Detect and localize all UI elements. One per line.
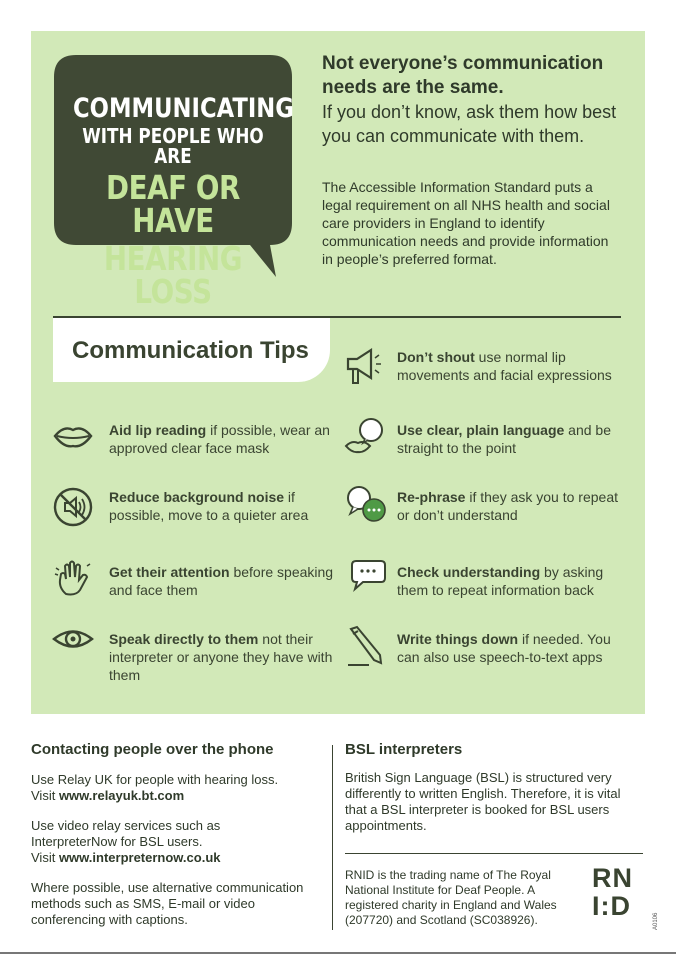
bsl-heading: BSL interpreters <box>345 741 463 758</box>
tip-rest: if possible, move to a quieter area <box>109 489 309 523</box>
document-code: A0106 <box>653 912 659 930</box>
tip-bold: Re-phrase <box>397 489 466 505</box>
tip-rest: not their interpreter or anyone they have with them <box>109 631 333 683</box>
tip-bold: Speak directly to them <box>109 631 259 647</box>
tip-rest: if they ask you to repeat or don’t understand <box>397 489 618 523</box>
tip-bold: Don’t shout <box>397 349 475 365</box>
bubble-line-3: DEAF OR HAVE <box>106 168 240 240</box>
rnid-logo <box>592 864 648 920</box>
megaphone-icon <box>343 345 385 387</box>
logo-top: RN <box>592 863 633 893</box>
speech-bubbles-icon <box>345 484 387 526</box>
tip-bold: Aid lip reading <box>109 422 207 438</box>
bubble-heading <box>73 93 294 311</box>
tip-bold: Get their attention <box>109 564 230 580</box>
chat-bubble-icon <box>345 556 387 598</box>
phone-relay <box>31 772 326 804</box>
phone-video-relay-text: Use video relay services such as InterpreterNow for BSL users. <box>31 818 221 849</box>
tip-rest: before speaking and face them <box>109 564 334 598</box>
tip-rest: by asking them to repeat information back <box>397 564 604 598</box>
phone-heading: Contacting people over the phone <box>31 741 274 758</box>
tip-attention <box>109 563 339 599</box>
tip-write-down <box>397 630 627 666</box>
tip-rest: and be straight to the point <box>397 422 612 456</box>
phone-relay-text: Use Relay UK for people with hearing loss. <box>31 772 279 787</box>
bubble-line-4: HEARING LOSS <box>103 239 243 311</box>
tip-rest: if needed. You can also use speech-to-text apps <box>397 631 611 665</box>
speech-lips-icon <box>343 416 385 458</box>
tip-rest: if possible, wear an approved clear face mask <box>109 422 330 456</box>
tip-dont-shout <box>397 348 627 384</box>
charity-info: RNID is the trading name of The Royal National Institute for Deaf People. A registered charity in England and Wales (207720) and Scotland (SC038926). <box>345 868 557 927</box>
phone-relay-visit: Visit <box>31 788 59 803</box>
column-divider <box>332 745 333 930</box>
waving-hand-icon <box>53 558 95 600</box>
interpreternow-link[interactable]: www.interpreternow.co.uk <box>58 850 221 865</box>
title-bubble <box>54 55 294 311</box>
tip-bold: Check understanding <box>397 564 541 580</box>
intro-lead-line-1: Not everyone’s communication <box>322 53 604 74</box>
tip-rephrase <box>397 488 627 524</box>
lips-icon <box>52 415 94 457</box>
tip-lip-reading <box>109 421 339 457</box>
bsl-body: British Sign Language (BSL) is structured very differently to written English. Therefore, it is vital that a BSL interpreter is booked for BSL users appointments. <box>345 770 621 833</box>
bottom-rule <box>0 952 676 954</box>
pencil-icon <box>345 625 387 667</box>
tip-check-understanding <box>397 563 627 599</box>
intro-lead-line-2: needs are the same. <box>322 77 504 98</box>
phone-video-relay <box>31 818 271 866</box>
phone-video-relay-visit: Visit <box>31 850 59 865</box>
bubble-line-2: WITH PEOPLE WHO ARE <box>82 124 264 168</box>
tip-bold: Reduce background noise <box>109 489 285 505</box>
muted-speaker-icon <box>52 486 94 528</box>
tip-bold: Use clear, plain language <box>397 422 565 438</box>
logo-bottom: I:D <box>592 891 631 921</box>
tips-title: Communication Tips <box>72 337 309 364</box>
intro-lead <box>322 52 632 100</box>
tip-speak-directly <box>109 630 339 684</box>
tip-plain-language <box>397 421 627 457</box>
tip-background-noise <box>109 488 339 524</box>
tip-bold: Write things down <box>397 631 519 647</box>
relay-link[interactable]: www.relayuk.bt.com <box>58 788 185 803</box>
intro-sub: If you don’t know, ask them how best you can communicate with them. <box>322 102 617 146</box>
eye-icon <box>52 618 94 660</box>
bubble-line-1: COMMUNICATING <box>73 93 294 124</box>
bsl-divider <box>345 853 643 854</box>
intro-body: The Accessible Information Standard puts a legal requirement on all NHS health and social care providers in England to identify communication needs and provide information in people’s preferred format. <box>322 179 610 267</box>
phone-alternatives: Where possible, use alternative communication methods such as SMS, E-mail or video conferencing with captions. <box>31 880 304 927</box>
tip-rest: use normal lip movements and facial expressions <box>397 349 612 383</box>
